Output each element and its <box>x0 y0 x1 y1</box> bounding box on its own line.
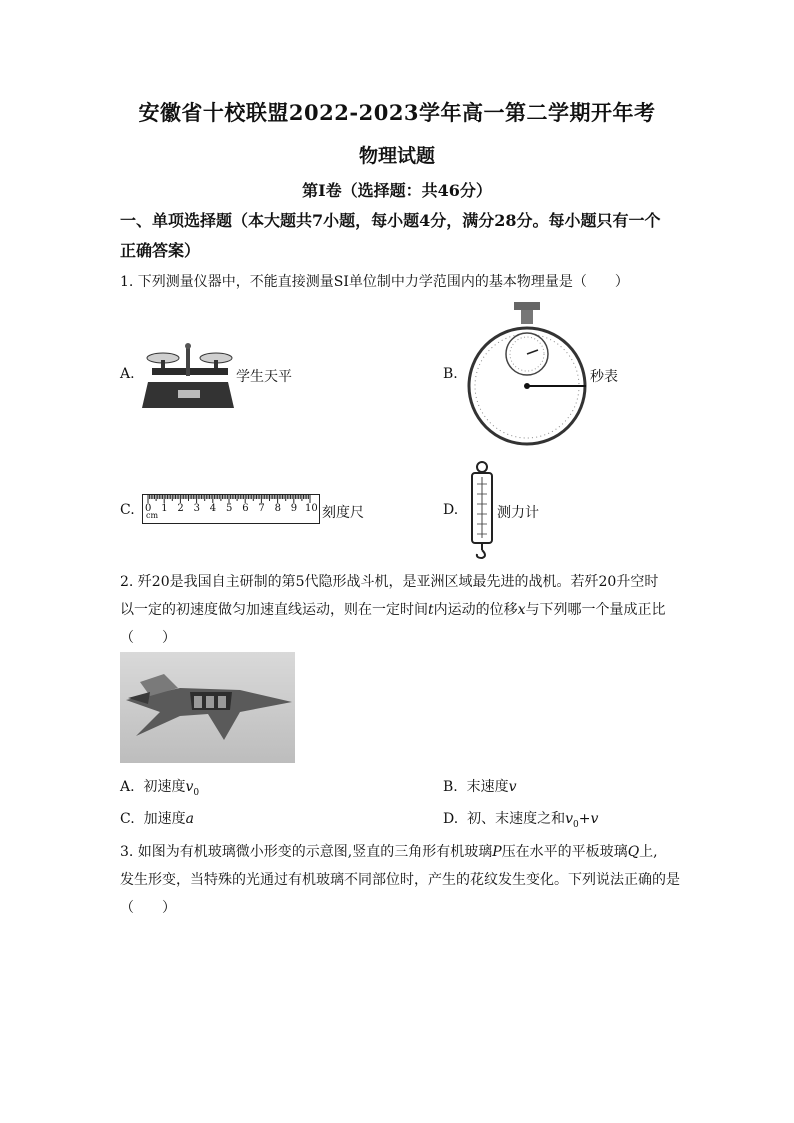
page-title: 安徽省十校联盟2022-2023学年高一第二学期开年考 <box>138 100 656 125</box>
ruler-unit: cm <box>146 511 159 520</box>
q2-option-d-letter: D. <box>443 811 459 827</box>
q2-option-c-letter: C. <box>120 811 135 827</box>
q2-option-a <box>120 776 199 798</box>
q2-option-a-text: 初速度 <box>143 779 186 795</box>
q2-option-a-letter: A. <box>120 779 135 795</box>
q2-line2-part-b: 内运动的位移 <box>433 602 518 618</box>
question-2-stem <box>120 568 680 652</box>
part-heading-line1: 一、单项选择题（本大题共7小题，每小题4分，满分28分。每小题只有一个 <box>120 211 661 230</box>
q2-line2-part-c: 与下列哪一个量成正比 <box>525 602 666 618</box>
q2-variable-t: t <box>428 602 434 618</box>
q3-line2: 发生形变，当特殊的光通过有机玻璃不同部位时，产生的花纹发生变化。下列说法正确的是 <box>120 872 680 888</box>
q3-line1-part-a: 3. 如图为有机玻璃微小形变的示意图,竖直的三角形有机玻璃 <box>120 844 493 860</box>
ruler-number: 0 <box>145 503 152 514</box>
q1-option-d-label: 测力计 <box>497 505 539 521</box>
q2-option-d-text: 初、末速度之和 <box>467 811 566 827</box>
ruler-image <box>142 494 320 524</box>
q2-option-c-var: a <box>185 811 194 827</box>
q1-option-a-letter: A. <box>120 366 135 382</box>
question-3-stem <box>120 838 680 922</box>
q1-option-c-label: 刻度尺 <box>322 505 364 521</box>
q3-line1-part-c: 上, <box>639 844 658 860</box>
q2-option-d-sub: 0 <box>573 819 579 830</box>
q2-option-d <box>443 808 598 830</box>
q1-option-b-letter: B. <box>443 366 458 382</box>
q3-line3: （ ） <box>120 900 176 916</box>
page-subtitle: 物理试题 <box>358 145 435 167</box>
q2-option-b-var: v <box>508 779 517 795</box>
q2-line1: 2. 歼20是我国自主研制的第5代隐形战斗机，是亚洲区域最先进的战机。若歼20升空时 <box>120 574 659 590</box>
q2-option-c <box>120 808 194 828</box>
ruler-number: 7 <box>258 503 265 514</box>
q2-option-a-sub: 0 <box>193 787 200 798</box>
ruler-number: 5 <box>226 503 233 514</box>
part-heading <box>120 206 680 266</box>
q2-option-d-tail: +v <box>578 811 599 827</box>
ruler-number: 4 <box>209 503 217 514</box>
q3-variable-p: P <box>492 844 502 860</box>
ruler-numbers <box>143 503 319 515</box>
q2-option-b <box>443 776 517 796</box>
q2-line3: （ ） <box>120 630 176 646</box>
q2-option-b-letter: B. <box>443 779 458 795</box>
q1-option-a-label: 学生天平 <box>236 369 292 385</box>
q2-line2 <box>120 596 680 624</box>
section-heading: 第Ⅰ卷（选择题：共46分） <box>302 181 492 200</box>
ruler-number: 6 <box>242 503 249 514</box>
q1-option-b-label: 秒表 <box>590 369 618 385</box>
q2-line2-part-a: 以一定的初速度做匀加速直线运动，则在一定时间 <box>120 602 428 618</box>
ruler-number: 1 <box>161 503 168 514</box>
fighter-jet-image <box>120 652 295 763</box>
q2-option-b-text: 末速度 <box>466 779 509 795</box>
q3-variable-q: Q <box>627 844 640 860</box>
stopwatch-image <box>466 300 590 448</box>
q1-option-d-letter: D. <box>443 502 459 518</box>
part-heading-line2: 正确答案） <box>120 241 201 260</box>
ruler-number: 10 <box>305 503 318 514</box>
q1-option-c-letter: C. <box>120 502 135 518</box>
q2-variable-x: x <box>517 602 526 618</box>
q2-option-c-text: 加速度 <box>143 811 186 827</box>
ruler-number: 9 <box>290 503 298 514</box>
q2-option-a-var: v <box>185 779 194 795</box>
ruler-number: 8 <box>274 503 281 514</box>
q2-option-d-var: v <box>565 811 574 827</box>
q3-line1 <box>120 838 680 866</box>
q3-line1-part-b: 压在水平的平板玻璃 <box>501 844 628 860</box>
question-1-stem: 1. 下列测量仪器中，不能直接测量SI单位制中力学范围内的基本物理量是（ ） <box>120 274 629 290</box>
balance-scale-image <box>138 338 238 414</box>
spring-scale-image <box>468 460 496 560</box>
ruler-number: 3 <box>193 503 200 514</box>
ruler-number: 2 <box>177 503 184 514</box>
